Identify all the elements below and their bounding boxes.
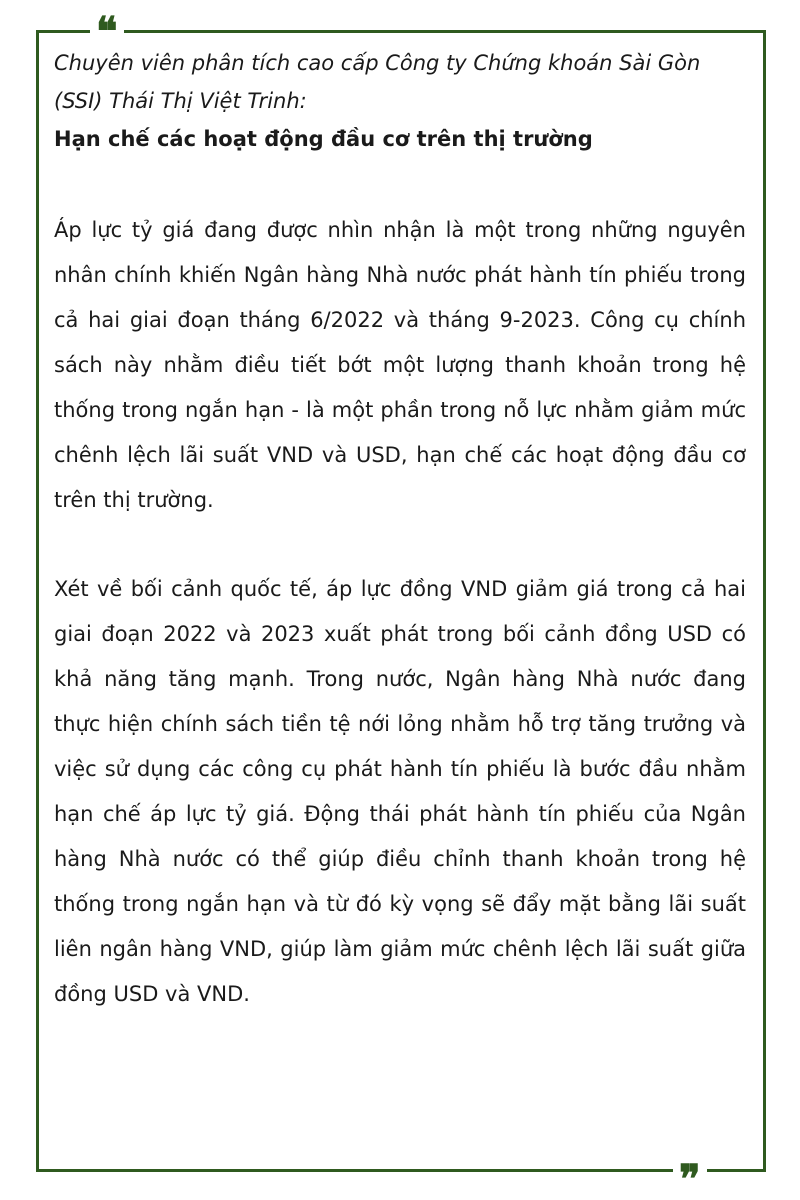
expert-introduction: Chuyên viên phân tích cao cấp Công ty Chứng khoán Sài Gòn (SSI) Thái Thị Việt Trinh:	[54, 51, 701, 113]
quote-headline: Hạn chế các hoạt động đầu cơ trên thị trường	[54, 127, 593, 151]
close-quote-icon: ❞	[673, 1160, 707, 1190]
cut-off-text-fragment	[54, 1148, 744, 1158]
paragraph-2: Xét về bối cảnh quốc tế, áp lực đồng VND giảm giá trong cả hai giai đoạn 2022 và 2023 xuất phát trong bối cảnh đồng USD có khả năng tăng mạnh. Trong nước, Ngân hàng Nhà nước đang thực hiện chính sách tiền tệ nới lỏng nhằm hỗ trợ tăng trưởng và việc sử dụng các công cụ phát hành tín phiếu là bước đầu nhằm hạn chế áp lực tỷ giá. Động thái phát hành tín phiếu của Ngân hàng Nhà nước có thể giúp điều chỉnh thanh khoản trong hệ thống trong ngắn hạn và từ đó kỳ vọng sẽ đẩy mặt bằng lãi suất liên ngân hàng VND, giúp làm giảm mức chênh lệch lãi suất giữa đồng USD và VND.	[54, 577, 746, 1006]
quote-content	[54, 44, 746, 1017]
open-quote-icon: ❝	[90, 12, 124, 42]
paragraph-1: Áp lực tỷ giá đang được nhìn nhận là một trong những nguyên nhân chính khiến Ngân hàng Nhà nước phát hành tín phiếu trong cả hai giai đoạn tháng 6/2022 và tháng 9-2023. Công cụ chính sách này nhằm điều tiết bớt một lượng thanh khoản trong hệ thống trong ngắn hạn - là một phần trong nỗ lực nhằm giảm mức chênh lệch lãi suất VND và USD, hạn chế các hoạt động đầu cơ trên thị trường.	[54, 218, 746, 512]
